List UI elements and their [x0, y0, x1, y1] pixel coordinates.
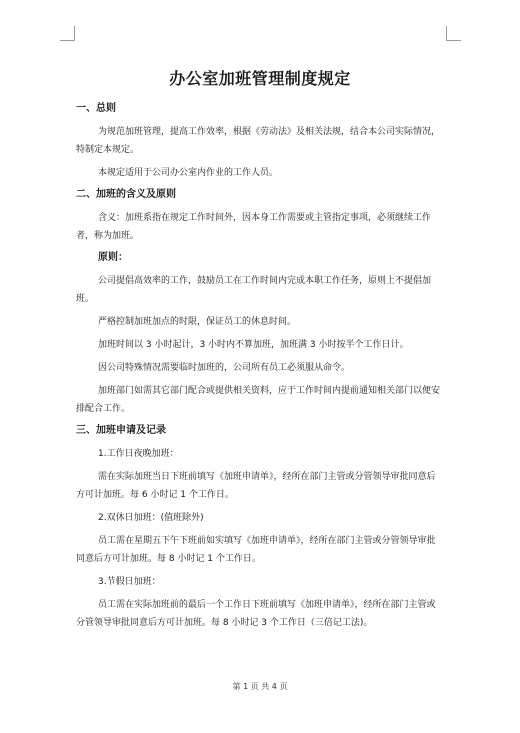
document-body [76, 66, 444, 637]
crop-mark-top-right [446, 26, 461, 41]
section-heading-application: 三、加班申请及记录 [76, 425, 166, 436]
section-heading-definition: 二、加班的含义及原则 [76, 189, 176, 200]
paragraph: 为规范加班管理，提高工作效率，根据《劳动法》及相关法规，结合本公司实际情况，特制定本规定。 [76, 127, 441, 155]
paragraph: 需在实际加班当日下班前填写《加班申请单》，经所在部门主管或分管领导审批同意后方可计加班。每 6 小时记 1 个工作日。 [76, 472, 436, 500]
paragraph: 含义：加班系指在规定工作时间外，因本身工作需要或主管指定事项，必须继续工作者，称为加班。 [76, 213, 432, 241]
paragraph: 加班部门如需其它部门配合或提供相关资料，应于工作时间内提前通知相关部门以便安排配合工作。 [76, 386, 441, 414]
paragraph: 员工需在实际加班前的最后一个工作日下班前填写《加班申请单》，经所在部门主管或分管领导审批同意后方可计加班。每 8 小时记 3 个工作日（三倍记工法)。 [76, 600, 436, 628]
document-title: 办公室加班管理制度规定 [169, 69, 351, 88]
paragraph: 严格控制加班加点的时限，保证员工的休息时间。 [98, 317, 297, 327]
page-number-footer: 第 1 页 共 4 页 [232, 682, 288, 691]
section-heading-general: 一、总则 [76, 103, 116, 114]
subheading-principles: 原则： [98, 252, 128, 263]
list-item-label: 2.双休日加班：(值班除外) [98, 513, 204, 523]
paragraph: 公司提倡高效率的工作，鼓励员工在工作时间内完成本职工作任务，原则上不提倡加班。 [76, 276, 432, 304]
paragraph: 本规定适用于公司办公室内作业的工作人员。 [98, 168, 279, 178]
paragraph: 加班时间以 3 小时起计，3 小时内不算加班，加班满 3 小时按半个工作日计。 [98, 340, 409, 350]
paragraph: 因公司特殊情况需要临时加班的，公司所有员工必须服从命令。 [98, 363, 351, 373]
list-item-label: 3.节假日加班： [98, 577, 161, 587]
crop-mark-top-left [60, 26, 75, 41]
list-item-label: 1.工作日夜晚加班： [98, 449, 179, 459]
paragraph: 员工需在星期五下午下班前如实填写《加班申请单》，经所在部门主管或分管领导审批同意后方可计加班。每 8 小时记 1 个工作日。 [76, 536, 436, 564]
